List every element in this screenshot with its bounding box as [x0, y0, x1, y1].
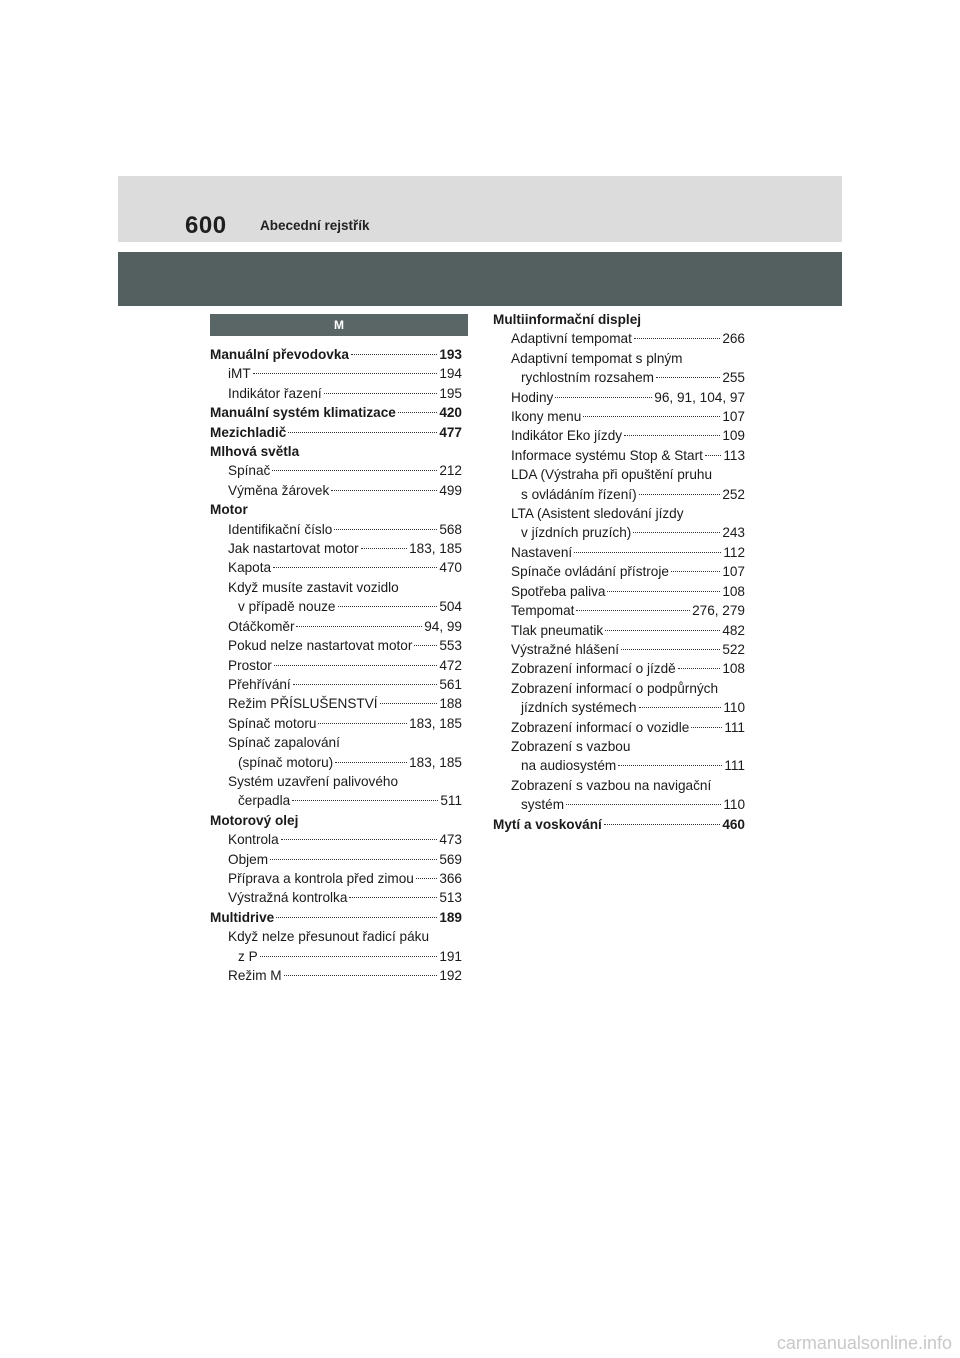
entry-label: Prostor: [228, 657, 272, 673]
entry-label: Výstražná kontrolka: [228, 890, 348, 906]
dot-leader: [335, 762, 407, 763]
dot-leader: [361, 548, 407, 549]
index-subentry: Adaptivní tempomat s plným: [511, 350, 683, 366]
page-reference: 513: [439, 890, 462, 906]
entry-label: Kontrola: [228, 832, 279, 848]
page-reference: 511: [440, 793, 462, 809]
entry-label: Spínač: [228, 463, 271, 479]
entry-label: Hodiny: [511, 389, 554, 405]
index-subentry: [210, 830, 462, 849]
entry-label: čerpadla: [238, 793, 291, 809]
entry-label: Pokud nelze nastartovat motor: [228, 638, 413, 654]
page-reference: 420: [439, 405, 462, 421]
entry-label: Ikony menu: [511, 409, 582, 425]
index-entry: [210, 403, 462, 422]
index-subentry: [210, 461, 462, 480]
dot-leader: [678, 668, 721, 669]
entry-label: systém: [521, 797, 565, 813]
page-reference: 255: [722, 370, 745, 386]
dot-leader: [705, 455, 721, 456]
entry-label: Režim PŘÍSLUŠENSTVÍ: [228, 696, 378, 712]
index-heading: Multiinformační displej: [493, 312, 642, 327]
entry-label: Objem: [228, 851, 269, 867]
dot-leader: [274, 665, 437, 666]
index-subentry: [493, 601, 745, 620]
page-reference: 522: [722, 641, 745, 657]
page-reference: 568: [439, 521, 462, 537]
entry-label: Příprava a kontrola před zimou: [228, 870, 414, 886]
entry-label: Zobrazení informací o jízdě: [511, 661, 676, 677]
index-subentry: [210, 947, 462, 966]
dot-leader: [351, 354, 437, 355]
page-reference: 94, 99: [424, 618, 462, 634]
entry-label: Nastavení: [511, 544, 573, 560]
index-subentry: Když nelze přesunout řadicí páku: [228, 929, 430, 945]
page-reference: 276, 279: [692, 603, 745, 619]
index-column-right: [493, 310, 745, 834]
entry-label: Výstražné hlášení: [511, 641, 620, 657]
dot-leader: [296, 626, 422, 627]
index-subentry: Když musíte zastavit vozidlo: [228, 579, 399, 595]
entry-label: Zobrazení informací o vozidle: [511, 719, 690, 735]
dot-leader: [380, 703, 438, 704]
dot-leader: [607, 591, 720, 592]
section-title: Abecední rejstřík: [260, 218, 370, 233]
index-subentry: [210, 617, 462, 636]
dot-leader: [293, 684, 438, 685]
page-reference: 366: [439, 870, 462, 886]
dot-leader: [260, 956, 438, 957]
index-subentry: [210, 888, 462, 907]
page-reference: 96, 91, 104, 97: [654, 389, 745, 405]
dot-leader: [624, 435, 720, 436]
page-reference: 499: [439, 482, 462, 498]
dot-leader: [273, 567, 437, 568]
page-reference: 183, 185: [409, 715, 462, 731]
entry-label: v případě nouze: [238, 599, 336, 615]
index-heading: Motorový olej: [210, 812, 299, 828]
index-subentry: [493, 640, 745, 659]
dot-leader: [398, 412, 437, 413]
page-reference: 108: [722, 661, 745, 677]
page-reference: 194: [439, 366, 462, 382]
index-subentry: [210, 791, 462, 810]
entry-label: iMT: [228, 366, 251, 382]
page-reference: 482: [722, 622, 745, 638]
entry-label: Adaptivní tempomat: [511, 331, 632, 347]
entry-label: Výměna žárovek: [228, 482, 330, 498]
dot-leader: [276, 917, 437, 918]
page-reference: 192: [439, 968, 462, 983]
index-subentry: [210, 694, 462, 713]
dot-leader: [253, 373, 438, 374]
dot-leader: [292, 800, 438, 801]
page-reference: 112: [723, 544, 745, 560]
index-subentry: [493, 485, 745, 504]
dot-leader: [284, 975, 438, 976]
index-letter: M: [334, 318, 344, 332]
dot-leader: [318, 723, 407, 724]
index-subentry: [210, 675, 462, 694]
index-entry: [210, 423, 462, 442]
page-reference: 113: [723, 447, 745, 463]
entry-label: Přehřívání: [228, 676, 291, 692]
page-reference: 188: [439, 696, 462, 712]
index-subentry: [493, 756, 745, 775]
dot-leader: [621, 649, 720, 650]
index-heading: Mlhová světla: [210, 444, 300, 460]
index-subentry: [210, 869, 462, 888]
index-subentry: [210, 850, 462, 869]
dot-leader: [338, 606, 438, 607]
entry-label: Mezichladič: [210, 424, 287, 440]
index-subentry: [210, 966, 462, 985]
entry-label: Otáčkoměr: [228, 618, 295, 634]
entry-label: Indikátor Eko jízdy: [511, 428, 623, 444]
page-reference: 460: [722, 816, 745, 832]
dot-leader: [288, 432, 437, 433]
index-subentry: Systém uzavření palivového: [228, 773, 399, 789]
entry-label: Informace systému Stop & Start: [511, 447, 703, 463]
page-number: 600: [185, 212, 227, 239]
index-subentry: [493, 582, 745, 601]
dot-leader: [639, 707, 722, 708]
entry-label: Tempomat: [511, 603, 575, 619]
dot-leader: [414, 645, 437, 646]
page-reference: 569: [439, 851, 462, 867]
index-subentry: [493, 523, 745, 542]
dot-leader: [576, 610, 690, 611]
entry-label: na audiosystém: [521, 758, 617, 774]
chapter-band: [118, 252, 842, 306]
index-entry: [493, 815, 745, 834]
index-subentry: LTA (Asistent sledování jízdy: [511, 506, 684, 522]
dot-leader: [334, 529, 437, 530]
dot-leader: [605, 630, 720, 631]
page-reference: 553: [439, 638, 462, 654]
entry-label: Mytí a voskování: [493, 816, 602, 832]
index-subentry: [210, 558, 462, 577]
entry-label: v jízdních pruzích): [521, 525, 632, 541]
page-reference: 477: [439, 424, 462, 440]
dot-leader: [272, 470, 437, 471]
index-subentry: [210, 656, 462, 675]
page-reference: 107: [722, 564, 745, 580]
page-reference: 110: [723, 700, 745, 716]
index-subentry: [210, 714, 462, 733]
dot-leader: [555, 397, 652, 398]
index-subentry: [493, 368, 745, 387]
dot-leader: [656, 377, 720, 378]
page-reference: 183, 185: [409, 754, 462, 770]
page-reference: 107: [722, 409, 745, 425]
index-subentry: LDA (Výstraha při opuštění pruhu: [511, 467, 712, 483]
entry-label: rychlostním rozsahem: [521, 370, 654, 386]
entry-label: z P: [238, 948, 258, 964]
index-subentry: [210, 364, 462, 383]
index-subentry: [493, 407, 745, 426]
entry-label: jízdních systémech: [521, 700, 637, 716]
index-subentry: [493, 562, 745, 581]
page-reference: 195: [439, 385, 462, 401]
index-subentry: [493, 426, 745, 445]
index-entry: [210, 345, 462, 364]
entry-label: Spínače ovládání přístroje: [511, 564, 669, 580]
page-reference: 110: [723, 797, 745, 813]
index-column-left: [210, 345, 462, 985]
dot-leader: [324, 393, 438, 394]
index-entry: [210, 908, 462, 927]
dot-leader: [691, 727, 722, 728]
page-reference: 189: [439, 909, 462, 925]
index-subentry: [493, 659, 745, 678]
entry-label: Režim M: [228, 968, 282, 983]
entry-label: Tlak pneumatik: [511, 622, 604, 638]
dot-leader: [583, 416, 720, 417]
page-reference: 193: [439, 347, 462, 362]
page-reference: 111: [724, 758, 745, 774]
index-subentry: [493, 543, 745, 562]
entry-label: Jak nastartovat motor: [228, 541, 359, 557]
page-reference: 252: [722, 486, 745, 502]
dot-leader: [331, 490, 437, 491]
watermark: carmanualsonline.info: [776, 1333, 952, 1353]
entry-label: (spínač motoru): [238, 754, 334, 770]
index-subentry: [493, 388, 745, 407]
dot-leader: [349, 897, 437, 898]
index-subentry: [493, 621, 745, 640]
dot-leader: [604, 824, 721, 825]
index-subentry: [493, 446, 745, 465]
page-reference: 473: [439, 832, 462, 848]
index-subentry: Zobrazení s vazbou na navigační: [511, 777, 712, 793]
dot-leader: [639, 494, 721, 495]
entry-label: Identifikační číslo: [228, 521, 333, 537]
index-subentry: [210, 636, 462, 655]
index-subentry: [493, 795, 745, 814]
entry-label: Manuální převodovka: [210, 347, 349, 362]
page-reference: 472: [439, 657, 462, 673]
index-subentry: [493, 329, 745, 348]
dot-leader: [281, 839, 438, 840]
page-reference: 108: [722, 583, 745, 599]
dot-leader: [634, 338, 720, 339]
dot-leader: [671, 571, 720, 572]
entry-label: Kapota: [228, 560, 272, 576]
dot-leader: [618, 765, 722, 766]
index-heading: Motor: [210, 502, 248, 518]
entry-label: Multidrive: [210, 909, 275, 925]
index-subentry: [210, 384, 462, 403]
index-subentry: [210, 539, 462, 558]
dot-leader: [633, 532, 720, 533]
dot-leader: [566, 804, 721, 805]
page-reference: 191: [439, 948, 462, 964]
index-subentry: Zobrazení informací o podpůrných: [511, 680, 719, 696]
page-reference: 212: [439, 463, 462, 479]
index-subentry: [210, 753, 462, 772]
dot-leader: [416, 878, 437, 879]
header-band: [118, 176, 842, 242]
page-reference: 243: [722, 525, 745, 541]
entry-label: Spotřeba paliva: [511, 583, 606, 599]
entry-label: Manuální systém klimatizace: [210, 405, 396, 421]
index-subentry: Spínač zapalování: [228, 735, 340, 751]
index-subentry: [210, 481, 462, 500]
index-subentry: [493, 698, 745, 717]
page-reference: 183, 185: [409, 541, 462, 557]
entry-label: Indikátor řazení: [228, 385, 322, 401]
page-reference: 266: [722, 331, 745, 347]
index-subentry: Zobrazení s vazbou: [511, 738, 631, 754]
dot-leader: [574, 552, 721, 553]
page-reference: 561: [439, 676, 462, 692]
page-reference: 109: [722, 428, 745, 444]
page-reference: 111: [724, 719, 745, 735]
entry-label: Spínač motoru: [228, 715, 317, 731]
page-reference: 504: [439, 599, 462, 615]
page-reference: 470: [439, 560, 462, 576]
index-letter-bar: [210, 314, 468, 336]
dot-leader: [270, 859, 437, 860]
entry-label: s ovládáním řízení): [521, 486, 637, 502]
index-subentry: [210, 520, 462, 539]
index-subentry: [210, 597, 462, 616]
index-subentry: [493, 718, 745, 737]
